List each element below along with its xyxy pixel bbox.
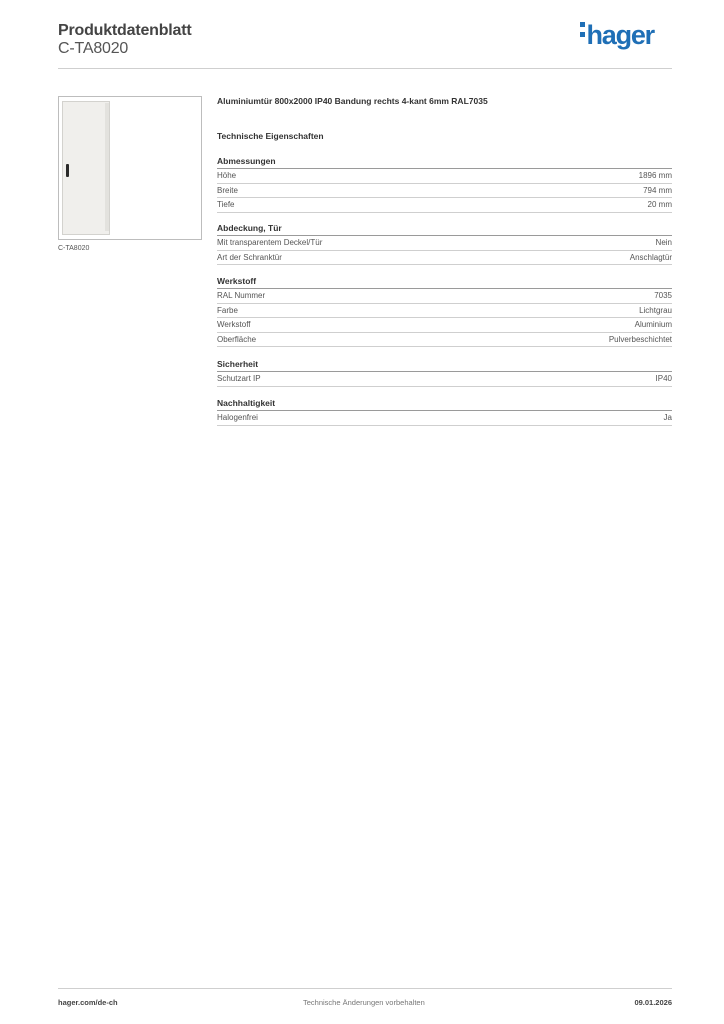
- spec-group-title: Abmessungen: [217, 155, 672, 169]
- footer-notice: Technische Änderungen vorbehalten: [303, 998, 425, 1007]
- document-subtitle: C-TA8020: [58, 40, 129, 57]
- spec-value: Ja: [663, 413, 672, 422]
- spec-row: [217, 198, 672, 213]
- spec-label: Mit transparentem Deckel/Tür: [217, 238, 323, 247]
- spec-row: [217, 318, 672, 333]
- spec-value: Nein: [655, 238, 672, 247]
- product-name: Aluminiumtür 800x2000 IP40 Bandung rechts 4-kant 6mm RAL7035: [217, 96, 488, 106]
- spec-row: [217, 333, 672, 348]
- spec-label: Art der Schranktür: [217, 252, 282, 262]
- spec-row: [217, 411, 672, 426]
- spec-value: 7035: [654, 291, 672, 300]
- spec-group-title: Werkstoff: [217, 275, 672, 289]
- spec-label: RAL Nummer: [217, 291, 266, 300]
- spec-row: [217, 304, 672, 319]
- footer-website-link[interactable]: hager.com/de-ch: [58, 998, 118, 1007]
- spec-label: Höhe: [217, 171, 237, 180]
- spec-group-title: Abdeckung, Tür: [217, 222, 672, 236]
- spec-label: Halogenfrei: [217, 413, 258, 422]
- spec-value: Lichtgrau: [639, 305, 672, 315]
- footer-date: 09.01.2026: [634, 998, 672, 1007]
- spec-group-sicherheit: [217, 358, 672, 387]
- logo-colon-icon: [580, 18, 586, 42]
- spec-group-abdeckung: [217, 222, 672, 265]
- footer-divider: [58, 988, 672, 989]
- spec-label: Werkstoff: [217, 320, 251, 329]
- spec-row: [217, 169, 672, 184]
- door-handle-icon: [66, 164, 69, 177]
- product-image-caption: C-TA8020: [58, 245, 90, 252]
- spec-value: IP40: [655, 374, 672, 383]
- spec-label: Schutzart IP: [217, 374, 261, 383]
- spec-group-title: Sicherheit: [217, 358, 672, 372]
- spec-value: Aluminium: [634, 320, 672, 329]
- spec-value: Anschlagtür: [629, 252, 672, 262]
- spec-value: Pulverbeschichtet: [608, 334, 672, 344]
- spec-group-werkstoff: [217, 275, 672, 347]
- specs-title: Technische Eigenschaften: [217, 131, 324, 141]
- spec-row: [217, 236, 672, 251]
- door-edge: [105, 103, 109, 231]
- spec-value: 20 mm: [647, 200, 672, 209]
- spec-label: Breite: [217, 185, 238, 195]
- spec-row: [217, 372, 672, 387]
- spec-label: Farbe: [217, 305, 238, 315]
- spec-row: [217, 251, 672, 266]
- product-image: [58, 96, 202, 240]
- spec-label: Oberfläche: [217, 334, 257, 344]
- door-illustration: [62, 101, 110, 235]
- logo-text: hager: [586, 20, 654, 50]
- hager-logo: [580, 20, 654, 51]
- header-divider: [58, 68, 672, 69]
- page-header: [58, 20, 672, 68]
- spec-row: [217, 289, 672, 304]
- spec-group-abmessungen: [217, 155, 672, 213]
- spec-group-title: Nachhaltigkeit: [217, 397, 672, 411]
- spec-row: [217, 184, 672, 199]
- spec-value: 1896 mm: [638, 171, 672, 180]
- spec-label: Tiefe: [217, 200, 235, 209]
- document-title: Produktdatenblatt: [58, 22, 192, 39]
- spec-value: 794 mm: [643, 185, 672, 195]
- spec-group-nachhaltigkeit: [217, 397, 672, 426]
